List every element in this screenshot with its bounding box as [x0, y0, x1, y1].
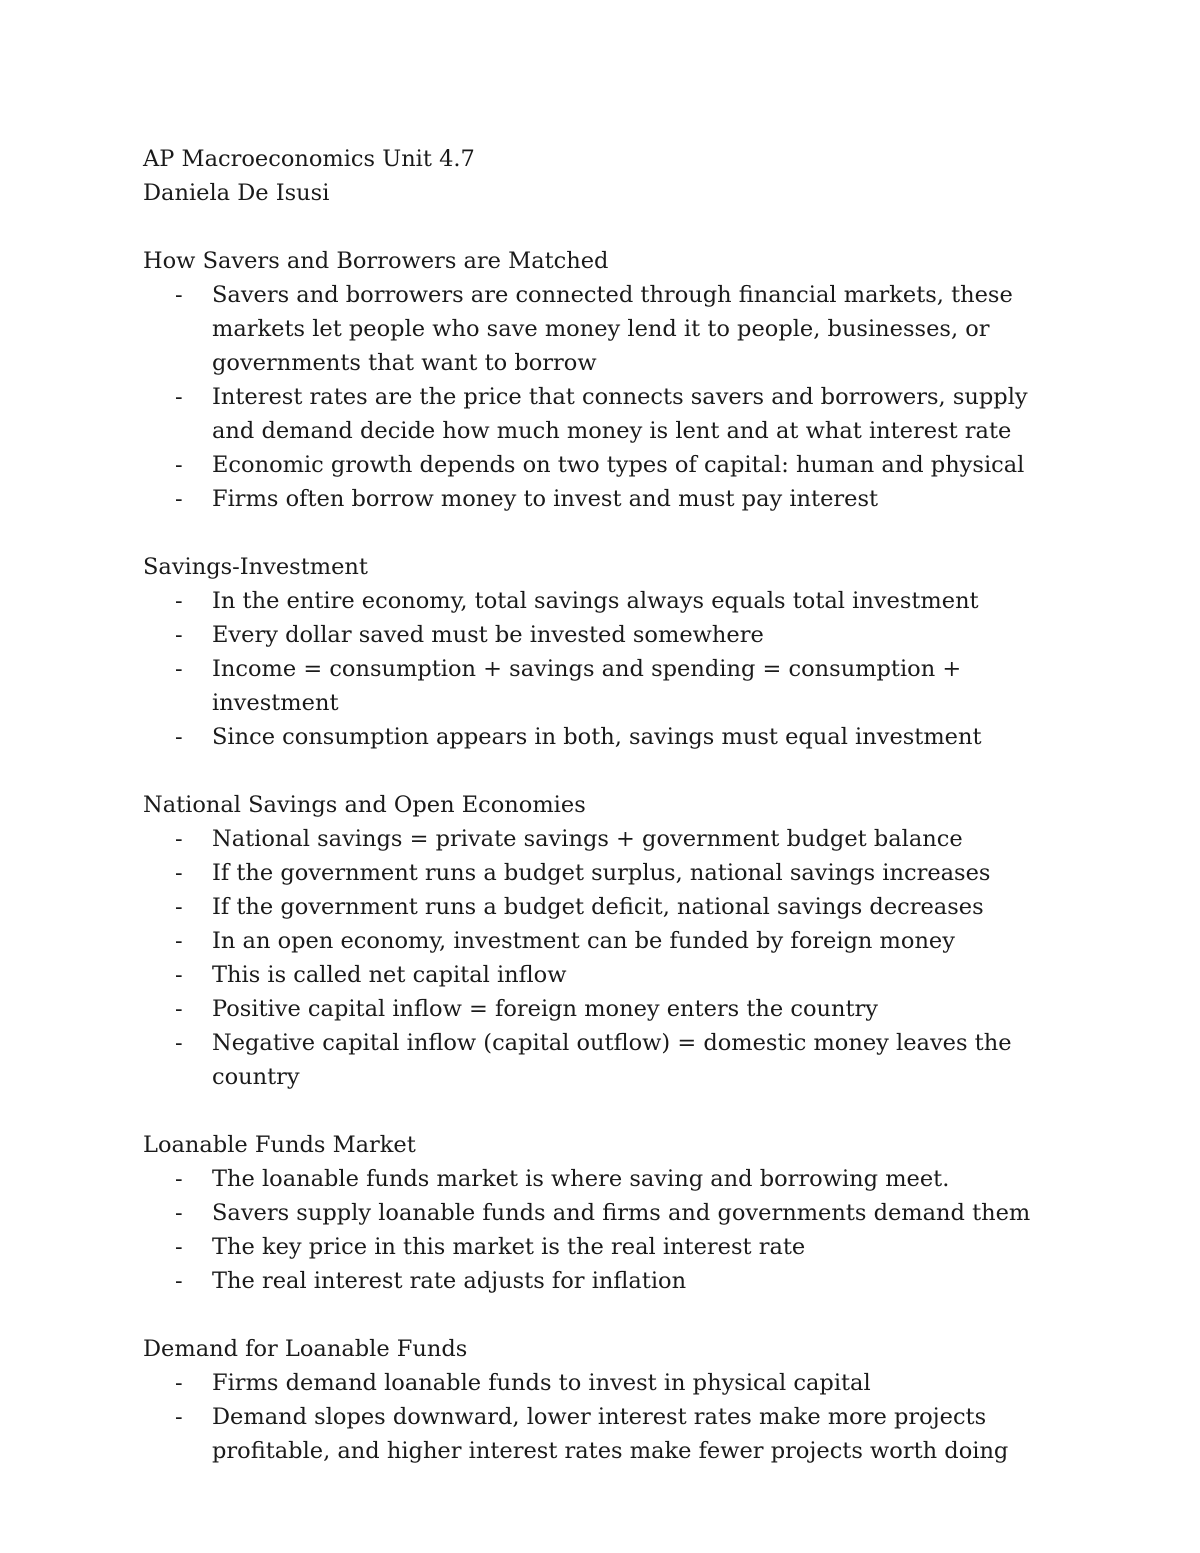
bullet-item	[143, 380, 1053, 448]
dash-marker: -	[175, 588, 183, 614]
bullet-text: This is called net capital inflow	[212, 962, 567, 988]
bullet-text: If the government runs a budget deficit, national savings decreases	[212, 894, 984, 920]
dash-marker: -	[175, 928, 183, 954]
dash-marker: -	[175, 1268, 183, 1294]
bullet-item	[143, 278, 1053, 380]
bullet-list	[143, 584, 1053, 754]
document-body	[143, 142, 1053, 1468]
section	[143, 788, 1053, 1094]
bullet-text: In the entire economy, total savings always equals total investment	[212, 588, 979, 614]
dash-marker: -	[175, 962, 183, 988]
dash-marker: -	[175, 860, 183, 886]
dash-marker: -	[175, 1200, 183, 1226]
section	[143, 550, 1053, 754]
bullet-list	[143, 1162, 1053, 1298]
bullet-text: In an open economy, investment can be funded by foreign money	[212, 928, 955, 954]
section-heading: Demand for Loanable Funds	[143, 1336, 468, 1362]
bullet-item	[143, 1026, 1053, 1094]
bullet-text: The loanable funds market is where saving and borrowing meet.	[212, 1166, 950, 1192]
bullet-item	[143, 890, 1053, 924]
bullet-item	[143, 584, 1053, 618]
bullet-item	[143, 856, 1053, 890]
document-author: Daniela De Isusi	[143, 180, 330, 206]
bullet-text: If the government runs a budget surplus, national savings increases	[212, 860, 991, 886]
dash-marker: -	[175, 282, 183, 308]
bullet-text: Firms demand loanable funds to invest in physical capital	[212, 1370, 871, 1396]
bullet-item	[143, 992, 1053, 1026]
bullet-list	[143, 822, 1053, 1094]
bullet-item	[143, 1196, 1053, 1230]
bullet-item	[143, 1162, 1053, 1196]
bullet-text: Every dollar saved must be invested somewhere	[212, 622, 764, 648]
bullet-text: National savings = private savings + government budget balance	[212, 826, 963, 852]
bullet-item	[143, 720, 1053, 754]
bullet-text: Negative capital inflow (capital outflow) = domestic money leaves the country	[212, 1030, 1012, 1090]
bullet-text: Firms often borrow money to invest and must pay interest	[212, 486, 879, 512]
bullet-text: Economic growth depends on two types of capital: human and physical	[212, 452, 1025, 478]
dash-marker: -	[175, 826, 183, 852]
bullet-item	[143, 924, 1053, 958]
dash-marker: -	[175, 996, 183, 1022]
dash-marker: -	[175, 1234, 183, 1260]
dash-marker: -	[175, 1370, 183, 1396]
dash-marker: -	[175, 1030, 183, 1056]
bullet-item	[143, 652, 1053, 720]
section	[143, 1332, 1053, 1468]
section-heading: Savings-Investment	[143, 554, 368, 580]
dash-marker: -	[175, 894, 183, 920]
bullet-item	[143, 1366, 1053, 1400]
dash-marker: -	[175, 384, 183, 410]
dash-marker: -	[175, 452, 183, 478]
section	[143, 244, 1053, 516]
dash-marker: -	[175, 656, 183, 682]
bullet-text: Income = consumption + savings and spending = consumption + investment	[212, 656, 962, 716]
dash-marker: -	[175, 486, 183, 512]
section-heading: How Savers and Borrowers are Matched	[143, 248, 609, 274]
bullet-item	[143, 482, 1053, 516]
bullet-text: Savers and borrowers are connected through financial markets, these markets let people who save money lend it to people, businesses, or governments that want to borrow	[212, 282, 1013, 376]
bullet-text: The key price in this market is the real interest rate	[212, 1234, 806, 1260]
bullet-item	[143, 958, 1053, 992]
section-heading: National Savings and Open Economies	[143, 792, 586, 818]
dash-marker: -	[175, 622, 183, 648]
bullet-list	[143, 1366, 1053, 1468]
bullet-item	[143, 1400, 1053, 1468]
bullet-text: The real interest rate adjusts for inflation	[212, 1268, 687, 1294]
bullet-item	[143, 618, 1053, 652]
bullet-item	[143, 448, 1053, 482]
bullet-text: Savers supply loanable funds and firms and governments demand them	[212, 1200, 1031, 1226]
bullet-item	[143, 1264, 1053, 1298]
bullet-text: Since consumption appears in both, savings must equal investment	[212, 724, 982, 750]
bullet-item	[143, 1230, 1053, 1264]
bullet-text: Demand slopes downward, lower interest rates make more projects profitable, and higher interest rates make fewer projects worth doing	[212, 1404, 1009, 1464]
dash-marker: -	[175, 724, 183, 750]
section	[143, 1128, 1053, 1298]
dash-marker: -	[175, 1404, 183, 1430]
bullet-item	[143, 822, 1053, 856]
bullet-list	[143, 278, 1053, 516]
section-heading: Loanable Funds Market	[143, 1132, 416, 1158]
bullet-text: Positive capital inflow = foreign money enters the country	[212, 996, 879, 1022]
dash-marker: -	[175, 1166, 183, 1192]
document-title: AP Macroeconomics Unit 4.7	[143, 146, 475, 172]
bullet-text: Interest rates are the price that connects savers and borrowers, supply and demand decide how much money is lent and at what interest rate	[212, 384, 1028, 444]
